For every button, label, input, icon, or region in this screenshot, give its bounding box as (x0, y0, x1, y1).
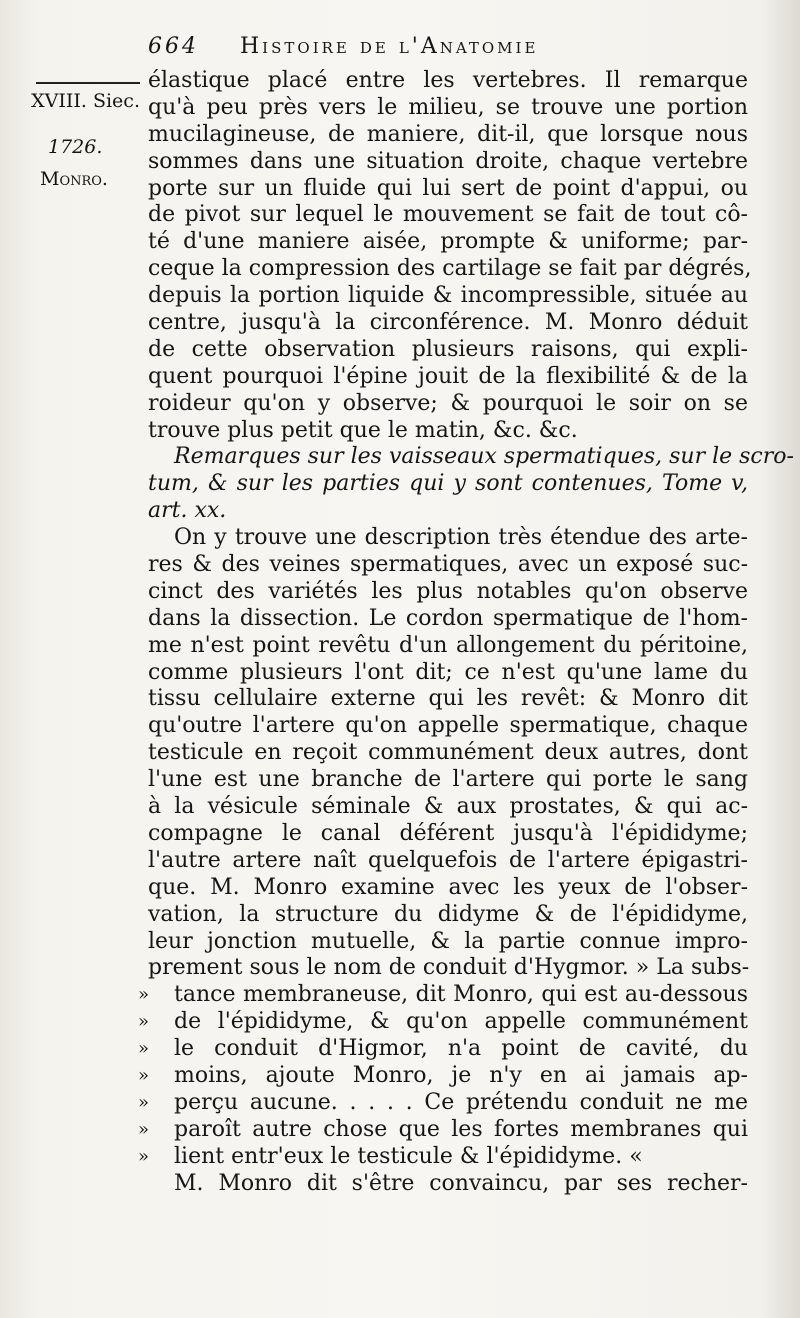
text-line (138, 1062, 748, 1090)
text-line: mucilagineuse, de maniere, dit-il, que lorsque nous (148, 121, 748, 147)
text-line: dans la dissection. Le cordon spermatique de l'hom- (148, 605, 748, 631)
margin-rule (36, 82, 140, 84)
quote-mark: » (138, 1064, 150, 1086)
text-line (138, 1143, 748, 1171)
text-line: élastique placé entre les vertebres. Il remarque (148, 68, 748, 93)
text-line (138, 1116, 748, 1144)
text-line: tissu cellulaire externe qui les revêt: & Monro dit (148, 686, 748, 712)
text-line: Remarques sur les vaisseaux spermatiques, sur le scro- (174, 444, 794, 470)
quote-mark: » (138, 1011, 150, 1033)
text-line: testicule en reçoit communément deux autres, dont (148, 740, 748, 766)
text-line: qu'outre l'artere qu'on appelle spermatique, chaque (148, 713, 748, 739)
margin-author: Monro. (40, 168, 108, 190)
text-line (138, 1009, 748, 1036)
text-line: de pivot sur lequel le mouvement se fait de tout cô- (148, 202, 748, 228)
text-line-content: le conduit d'Higmor, n'a point de cavité, du (174, 1036, 748, 1062)
text-line: té d'une maniere aisée, prompte & uniforme; par- (148, 229, 748, 255)
text-line: cinct des variétés les plus notables qu'on observe (148, 578, 748, 604)
page-number: 664 (148, 34, 199, 59)
quote-mark: » (138, 1118, 150, 1140)
text-line: vation, la structure du didyme & de l'épididyme, (148, 901, 748, 927)
text-line: M. Monro dit s'être convaincu, par ses recher- (174, 1170, 748, 1196)
body-text (138, 68, 794, 1197)
text-line: à la vésicule séminale & aux prostates, & qui ac- (148, 794, 748, 820)
text-line: art. xx. (148, 498, 227, 524)
text-line: tum, & sur les parties qui y sont contenues, Tome v, (148, 471, 748, 497)
text-line: l'une est une branche de l'artere qui porte le sang (148, 767, 748, 793)
text-line-content: perçu aucune. . . . . Ce prétendu conduit ne me (174, 1089, 748, 1115)
quote-mark: » (138, 1091, 150, 1113)
text-line: sommes dans une situation droite, chaque vertebre (148, 148, 748, 174)
text-line: leur jonction mutuelle, & la partie connue impro- (148, 928, 748, 954)
text-line (138, 982, 748, 1009)
text-line: l'autre artere naît quelquefois de l'artere épigastri- (148, 847, 748, 873)
text-line-content: de l'épididyme, & qu'on appelle communément (174, 1009, 748, 1035)
text-line-content: paroît autre chose que les fortes membranes qui (174, 1116, 748, 1142)
quote-mark: » (138, 1145, 150, 1167)
text-line: depuis la portion liquide & incompressible, située au (148, 283, 748, 309)
text-line-content: moins, ajoute Monro, je n'y en ai jamais ap- (174, 1062, 748, 1088)
running-header (148, 34, 748, 64)
text-line: quent pourquoi l'épine jouit de la flexibilité & de la (148, 363, 748, 389)
quote-mark: » (138, 984, 150, 1006)
running-title: Histoire de l'Anatomie (240, 34, 539, 59)
text-line-content: tance membraneuse, dit Monro, qui est au-dessous (174, 982, 748, 1008)
text-line: prement sous le nom de conduit d'Hygmor. » La subs- (148, 955, 750, 981)
text-line: me n'est point revêtu d'un allongement du péritoine, (148, 632, 748, 658)
text-line: qu'à peu près vers le milieu, se trouve une portion (148, 94, 748, 120)
margin-year: 1726. (48, 136, 103, 158)
text-line: res & des veines spermatiques, avec un exposé suc- (148, 552, 748, 578)
text-line: On y trouve une description très étendue des arte- (174, 525, 748, 551)
text-line (138, 1036, 748, 1063)
text-line: trouve plus petit que le matin, &c. &c. (148, 417, 578, 443)
margin-century: XVIII. Siec. (31, 90, 140, 112)
quote-mark: » (138, 1038, 150, 1060)
text-line: roideur qu'on y observe; & pourquoi le soir on se (148, 390, 748, 416)
text-line: ceque la compression des cartilage se fait par dégrés, (148, 256, 752, 282)
text-line (138, 1089, 748, 1117)
text-line: comme plusieurs l'ont dit; ce n'est qu'une lame du (148, 659, 748, 685)
text-line: porte sur un fluide qui lui sert de point d'appui, ou (148, 175, 748, 201)
text-line: compagne le canal déférent jusqu'à l'épididyme; (148, 820, 748, 846)
text-line: de cette observation plusieurs raisons, qui expli- (148, 336, 748, 362)
text-line-content: lient entr'eux le testicule & l'épididyme. « (174, 1143, 643, 1169)
text-line: centre, jusqu'à la circonférence. M. Monro déduit (148, 310, 748, 336)
text-line: que. M. Monro examine avec les yeux de l'obser- (148, 874, 748, 900)
